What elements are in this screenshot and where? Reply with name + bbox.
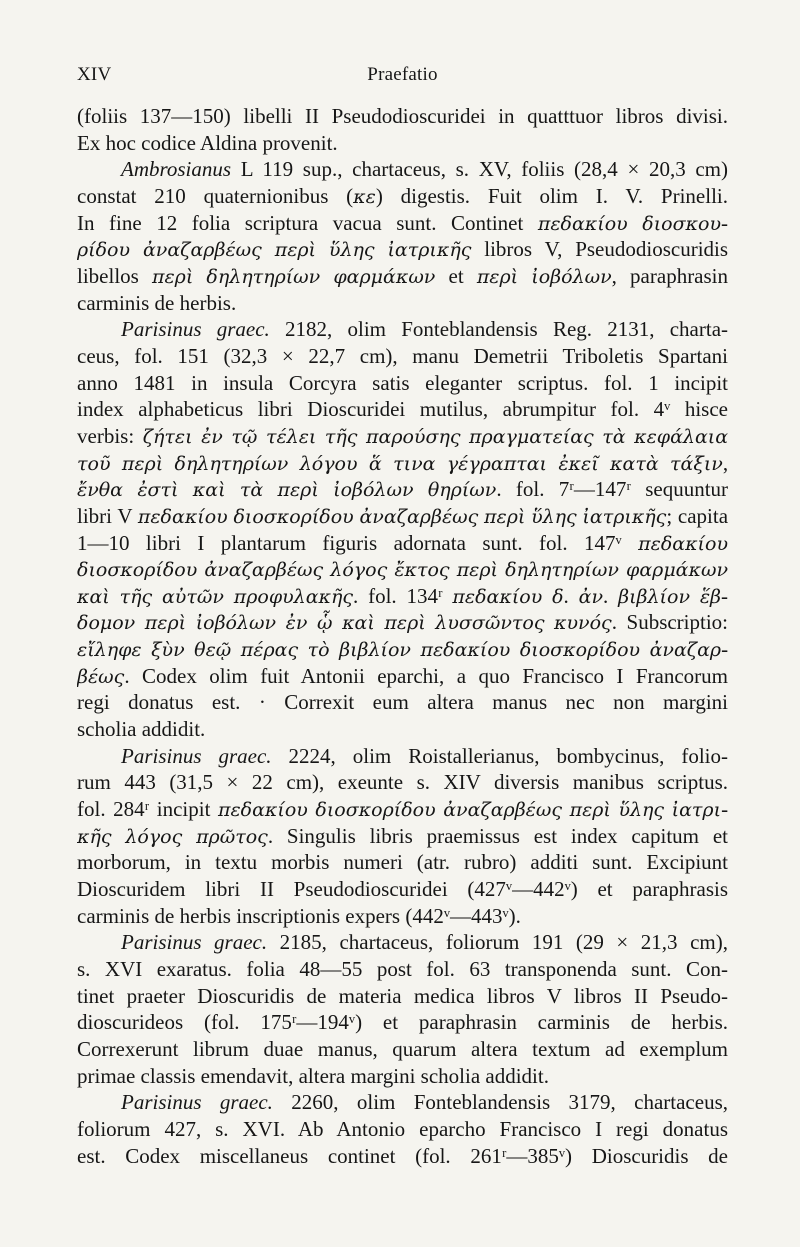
manuscript-designation: Parisinus graec. — [121, 317, 270, 342]
text-line: anno 1481 in insula Corcyra satis eleganter scriptus. fol. 1 incipit — [77, 370, 728, 395]
greek-run: πεδακίου — [638, 532, 728, 555]
text-line: libri V πεδακίου διοσκορίδου ἀναζαρβέως περὶ ὕλης ἰατρικῆς; capita — [77, 503, 728, 528]
greek-run: δηλητηρίων — [505, 559, 619, 582]
text-line: Ambrosianus L 119 sup., chartaceus, s. XV, foliis (28,4 × 20,3 cm) — [121, 157, 728, 182]
greek-run: θηρίων — [427, 479, 497, 502]
greek-run: περὶ — [456, 559, 498, 582]
greek-run: λυσσῶντος — [435, 612, 545, 635]
greek-run: ὕλης — [328, 239, 375, 262]
text-line: est. Codex miscellaneus continet (fol. 261ʳ—385ᵛ) Dioscuridis de — [77, 1143, 728, 1168]
text-line: regi donatus est. · Correxit eum altera manus nec non margini — [77, 690, 728, 715]
greek-run: περὶ — [274, 239, 317, 262]
greek-run: προφυλακῆς — [233, 585, 354, 608]
greek-run: ἰατρικῆς — [582, 505, 667, 528]
greek-run: καὶ — [192, 479, 226, 502]
greek-run: τῆς — [324, 425, 358, 448]
text-line: βέως. Codex olim fuit Antonii eparchi, a quo Francisco I Francorum — [77, 663, 728, 688]
running-title: Praefatio — [367, 64, 438, 85]
text-line: verbis: ζήτει ἐν τῷ τέλει τῆς παρούσης πραγματείας τὰ κεφάλαια — [77, 423, 728, 448]
text-line: scholia addidit. — [77, 717, 206, 742]
greek-run: τὰ — [239, 479, 264, 502]
greek-run: ἅ — [368, 452, 382, 475]
greek-run: πεδακίου — [537, 212, 628, 235]
greek-run: κῆς — [77, 825, 112, 848]
text-line: (foliis 137—150) libelli II Pseudodioscuridei in quatttuor libros divisi. — [77, 104, 728, 128]
greek-run: ἀναζαρβέως — [443, 799, 563, 822]
greek-run: πεδακίου — [137, 505, 228, 528]
text-line: εἴληφε ξὺν θεῷ πέρας τὸ βιβλίον πεδακίου διοσκορίδου ἀναζαρ- — [77, 637, 728, 662]
greek-run: διοσκορίδου — [233, 505, 354, 528]
greek-run: τῆς — [119, 585, 153, 608]
greek-run: κατὰ — [610, 452, 659, 475]
greek-run: παρούσης — [366, 425, 461, 448]
greek-run: κυνός — [554, 612, 612, 635]
greek-run: ἀναζαρ — [649, 639, 722, 662]
greek-run: τινα — [393, 452, 436, 475]
greek-run: λόγος — [125, 825, 183, 848]
text-line: ρίδου ἀναζαρβέως περὶ ὕλης ἰατρικῆς libros V, Pseudodioscuridis — [77, 237, 728, 262]
greek-run: περὶ — [569, 799, 611, 822]
greek-run: φαρμάκων — [626, 559, 728, 582]
text-line: τοῦ περὶ δηλητηρίων λόγου ἅ τινα γέγραπται ἐκεῖ κατὰ τάξιν, — [77, 450, 728, 475]
greek-run: ἰοβόλων — [531, 265, 612, 288]
greek-run: πέρας — [240, 639, 299, 662]
running-head — [77, 64, 728, 88]
greek-run: πραγματείας — [469, 425, 594, 448]
greek-run: τῷ — [231, 425, 258, 448]
manuscript-designation: Ambrosianus — [121, 157, 232, 182]
text-line: dioscurideos (fol. 175ʳ—194ᵛ) et paraphrasin carminis de herbis. — [77, 1010, 728, 1035]
manuscript-designation: Parisinus graec. — [121, 1090, 273, 1115]
text-line — [77, 556, 728, 583]
text-line: Dioscuridem libri II Pseudodioscuridei (427ᵛ—442ᵛ) et paraphrasis — [77, 877, 728, 902]
greek-run: ἰατρι — [671, 799, 722, 822]
greek-run: εἴληφε — [77, 639, 142, 662]
text-line: s. XVI exaratus. folia 48—55 post fol. 63 transponenda sunt. Con- — [77, 957, 728, 981]
greek-run: καὶ — [342, 612, 375, 635]
greek-run: τοῦ — [77, 452, 111, 475]
text-line: Parisinus graec. 2260, olim Fonteblandensis 3179, chartaceus, — [121, 1090, 728, 1115]
greek-run: ἕβ — [699, 585, 722, 608]
greek-run: διοσκορίδου — [519, 639, 641, 662]
text-line: primae classis emendavit, altera margini scholia addidit. — [77, 1063, 549, 1088]
greek-run: τάξιν — [670, 452, 723, 475]
greek-run: ᾧ — [317, 612, 333, 635]
body-text — [77, 103, 728, 1169]
greek-run: φαρμάκων — [333, 265, 436, 288]
greek-run: ἰοβόλων — [333, 479, 414, 502]
greek-run: περὶ — [484, 505, 526, 528]
page-number: XIV — [77, 64, 112, 85]
greek-run: καὶ — [77, 585, 110, 608]
text-line: index alphabeticus libri Dioscuridei mutilus, abrumpitur fol. 4ᵛ hisce — [77, 397, 728, 422]
greek-run: δομον — [77, 612, 136, 635]
text-line: carminis de herbis. — [77, 290, 237, 315]
greek-run: αὐτῶν — [161, 585, 224, 608]
greek-run: ζήτει — [142, 425, 193, 448]
greek-run: λόγος — [330, 559, 388, 582]
greek-run: περὶ — [121, 452, 164, 475]
greek-run: ρίδου — [77, 239, 131, 262]
greek-run: πεδακίου — [217, 799, 308, 822]
greek-run: θεῷ — [194, 639, 232, 662]
greek-run: περὶ — [384, 612, 426, 635]
greek-run: ἀναζαρβέως — [359, 505, 479, 528]
greek-run: δ — [552, 585, 564, 608]
text-line: κῆς λόγος πρῶτος. Singulis libris praemissus est index capitum et — [77, 823, 728, 848]
text-line: Parisinus graec. 2224, olim Roistallerianus, bombycinus, folio- — [121, 743, 728, 768]
greek-run: ἀναζαρβέως — [142, 239, 262, 262]
greek-run: ὕλης — [531, 505, 577, 528]
text-line: Parisinus graec. 2185, chartaceus, foliorum 191 (29 × 21,3 cm), — [121, 930, 728, 955]
greek-run: ἰατρικῆς — [387, 239, 472, 262]
greek-run: περὶ — [476, 265, 519, 288]
text-line: libellos περὶ δηλητηρίων φαρμάκων et περὶ ἰοβόλων, paraphrasin — [77, 263, 728, 288]
text-line: Parisinus graec. 2182, olim Fonteblandensis Reg. 2131, charta- — [121, 317, 728, 342]
text-line: constat 210 quaternionibus (κε) digestis. Fuit olim I. V. Prinelli. — [77, 183, 728, 208]
greek-run: βιβλίον — [339, 639, 411, 662]
text-line: tinet praeter Dioscuridis de materia medica libros V libros II Pseudo- — [77, 983, 728, 1008]
greek-run: πρῶτος — [196, 825, 268, 848]
greek-run: κεφάλαια — [634, 425, 728, 448]
manuscript-designation: Parisinus graec. — [121, 743, 272, 768]
text-line: In fine 12 folia scriptura vacua sunt. Continet πεδακίου διοσκου- — [77, 210, 728, 235]
greek-run: βιβλίον — [618, 585, 690, 608]
greek-run: πεδακίου — [452, 585, 543, 608]
text-line: καὶ τῆς αὐτῶν προφυλακῆς. fol. 134ʳ πεδακίου δ. ἀν. βιβλίον ἕβ- — [77, 583, 728, 608]
greek-run: ἔκτος — [394, 559, 450, 582]
text-line: Ex hoc codice Aldina provenit. — [77, 130, 338, 155]
text-line: morborum, in textu morbis numeri (atr. rubro) additi sunt. Excipiunt — [77, 850, 728, 875]
text-line: δομον περὶ ἰοβόλων ἐν ᾧ καὶ περὶ λυσσῶντος κυνός. Subscriptio: — [77, 610, 728, 635]
greek-run: περὶ — [151, 265, 194, 288]
greek-run: διοσκορίδου — [315, 799, 436, 822]
greek-run: ὕλης — [618, 799, 665, 822]
greek-run: τὰ — [602, 425, 626, 448]
greek-run: ἀναζαρβέως — [204, 559, 324, 582]
manuscript-designation: Parisinus graec. — [121, 930, 268, 955]
greek-run: δηλητηρίων — [206, 265, 321, 288]
greek-run: δηλητηρίων — [174, 452, 289, 475]
greek-run: λόγου — [299, 452, 358, 475]
greek-run: διοσκορίδου — [77, 559, 198, 582]
greek-run: διοσκου — [642, 212, 721, 235]
text-line: foliorum 427, s. XVI. Ab Antonio eparcho Francisco I regi donatus — [77, 1116, 728, 1141]
greek-run: ἰοβόλων — [195, 612, 277, 635]
greek-run: ξὺν — [151, 639, 185, 662]
greek-run: τὸ — [307, 639, 330, 662]
greek-run: περὶ — [277, 479, 319, 502]
text-line: rum 443 (31,5 × 22 cm), exeunte s. XIV diversis manibus scriptus. — [77, 770, 728, 795]
greek-run: βέως — [77, 665, 125, 688]
greek-run: γέγραπται — [446, 452, 547, 475]
greek-run: ἐστὶ — [137, 479, 179, 502]
text-line: ἔνθα ἐστὶ καὶ τὰ περὶ ἰοβόλων θηρίων. fol. 7ʳ—147ʳ sequuntur — [77, 477, 728, 502]
greek-run: κε — [353, 185, 376, 208]
text-line: ceus, fol. 151 (32,3 × 22,7 cm), manu Demetrii Triboletis Spartani — [77, 343, 728, 368]
greek-run: ἀν — [578, 585, 604, 608]
text-line: 1—10 libri I plantarum figuris adornata sunt. fol. 147ᵛ πεδακίου — [77, 530, 728, 555]
greek-run: ἐν — [201, 425, 223, 448]
greek-run: ἐκεῖ — [558, 452, 599, 475]
greek-run: ἐν — [285, 612, 308, 635]
greek-run: πεδακίου — [420, 639, 511, 662]
text-line: Correxerunt librum duae manus, quarum altera textum ad exemplum — [77, 1036, 728, 1061]
text-line: fol. 284ʳ incipit πεδακίου διοσκορίδου ἀναζαρβέως περὶ ὕλης ἰατρι- — [77, 797, 728, 822]
greek-run: περὶ — [144, 612, 187, 635]
text-line: carminis de herbis inscriptionis expers (442ᵛ—443ᵛ). — [77, 903, 521, 928]
greek-run: ἔνθα — [77, 479, 124, 502]
greek-run: τέλει — [265, 425, 317, 448]
